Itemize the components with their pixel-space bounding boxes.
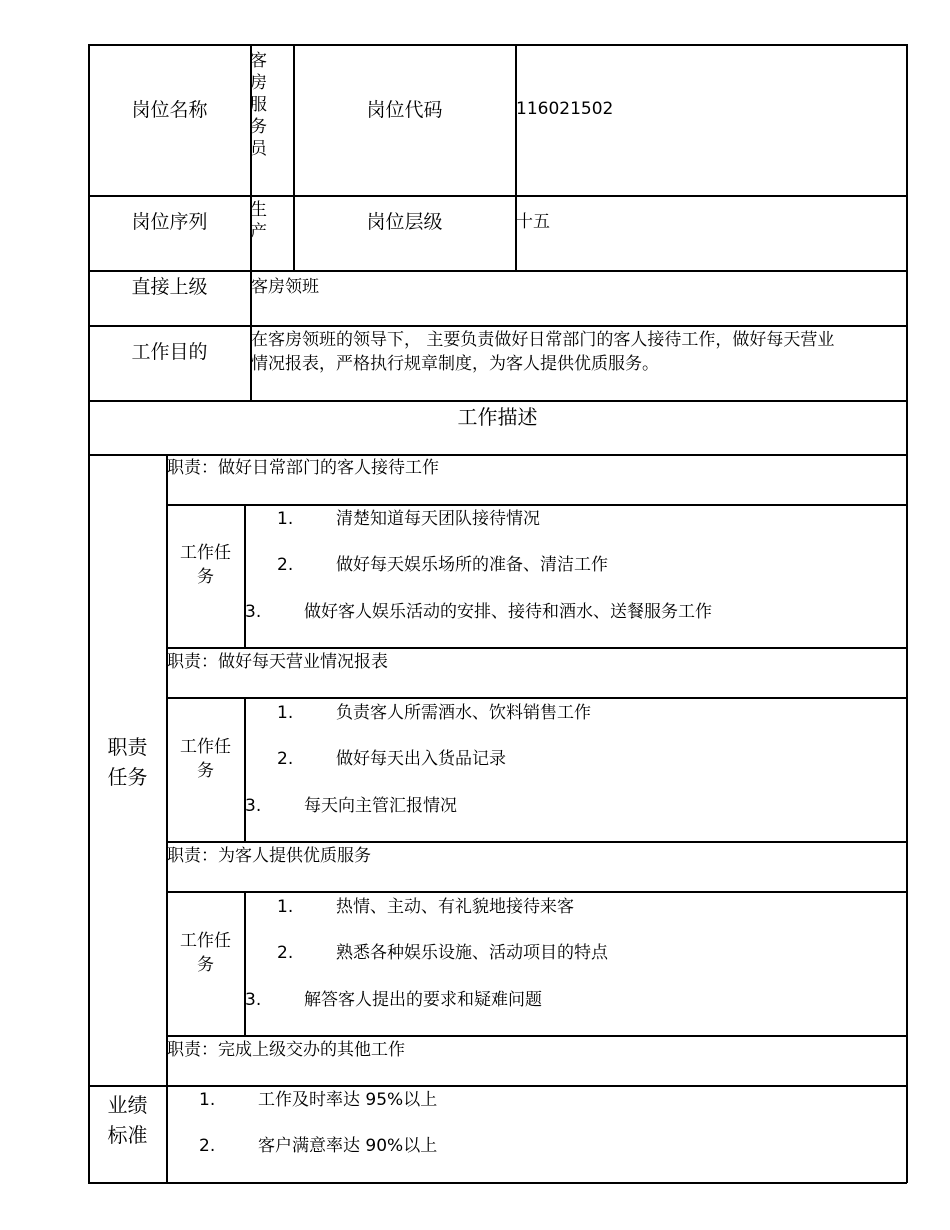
purpose-line-2: 情况报表，严格执行规章制度，为客人提供优质服务。 [251, 354, 659, 374]
task-number: 1. [277, 703, 294, 723]
border-top [88, 44, 907, 46]
superior-label: 直接上级 [131, 276, 208, 298]
task-text: 每天向主管汇报情况 [304, 796, 457, 816]
task-number: 2. [277, 943, 294, 963]
post-name-value: 客房服务员 [250, 51, 267, 159]
task-label-line-1: 工作任 [180, 931, 231, 951]
row-divider [166, 841, 907, 843]
purpose-label: 工作目的 [131, 341, 208, 363]
row-divider [88, 400, 907, 402]
border-bottom [88, 1182, 907, 1184]
task-text: 做好客人娱乐活动的安排、接待和酒水、送餐服务工作 [304, 602, 712, 622]
performance-label-line-1: 业绩 [107, 1093, 148, 1117]
post-series-label: 岗位序列 [131, 211, 208, 233]
task-number: 2. [277, 749, 294, 769]
duty-title: 职责：做好每天营业情况报表 [167, 652, 388, 672]
task-label-line-1: 工作任 [180, 737, 231, 757]
task-number: 3. [245, 796, 262, 816]
task-text: 热情、主动、有礼貌地接待来客 [336, 897, 574, 917]
performance-number: 1. [199, 1090, 216, 1110]
superior-value: 客房领班 [251, 277, 319, 297]
task-number: 3. [245, 602, 262, 622]
task-number: 3. [245, 990, 262, 1010]
task-text: 做好每天出入货品记录 [336, 749, 506, 769]
post-level-label: 岗位层级 [366, 211, 443, 233]
row-divider [88, 195, 907, 197]
performance-text: 工作及时率达 95%以上 [258, 1090, 438, 1110]
col-divider [244, 891, 246, 1036]
row-divider [88, 270, 907, 272]
task-number: 1. [277, 897, 294, 917]
task-text: 做好每天娱乐场所的准备、清洁工作 [336, 555, 608, 575]
row-divider [166, 697, 907, 699]
row-divider [166, 504, 907, 506]
post-code-label: 岗位代码 [366, 99, 443, 121]
task-text: 清楚知道每天团队接待情况 [336, 509, 540, 529]
row-divider [166, 647, 907, 649]
row-divider [88, 325, 907, 327]
col-divider [293, 44, 295, 271]
purpose-line-1: 在客房领班的领导下， 主要负责做好日常部门的客人接待工作，做好每天营业 [251, 330, 835, 350]
task-label-line-2: 务 [197, 761, 214, 781]
col-divider [244, 504, 246, 648]
post-name-label: 岗位名称 [131, 99, 208, 121]
post-series-value: 生产 [250, 200, 267, 242]
performance-number: 2. [199, 1136, 216, 1156]
duty-title: 职责：为客人提供优质服务 [167, 846, 371, 866]
task-text: 熟悉各种娱乐设施、活动项目的特点 [336, 943, 608, 963]
row-divider [166, 1035, 907, 1037]
task-label-line-2: 务 [197, 567, 214, 587]
border-right [906, 44, 908, 1183]
post-code-value: 116021502 [516, 99, 614, 119]
col-divider [244, 697, 246, 842]
duties-label-line-1: 职责 [107, 735, 148, 759]
performance-text: 客户满意率达 90%以上 [258, 1136, 438, 1156]
row-divider [166, 891, 907, 893]
performance-label-line-2: 标准 [107, 1123, 148, 1147]
duty-title: 职责：完成上级交办的其他工作 [167, 1040, 405, 1060]
col-divider [515, 44, 517, 271]
post-level-value: 十五 [516, 212, 550, 232]
task-text: 解答客人提出的要求和疑难问题 [304, 990, 542, 1010]
row-divider [88, 1085, 907, 1087]
duties-label-line-2: 任务 [107, 765, 148, 789]
task-label-line-1: 工作任 [180, 543, 231, 563]
task-label-line-2: 务 [197, 955, 214, 975]
description-title: 工作描述 [457, 405, 538, 429]
task-number: 1. [277, 509, 294, 529]
duty-title: 职责：做好日常部门的客人接待工作 [167, 458, 439, 478]
task-number: 2. [277, 555, 294, 575]
task-text: 负责客人所需酒水、饮料销售工作 [336, 703, 591, 723]
